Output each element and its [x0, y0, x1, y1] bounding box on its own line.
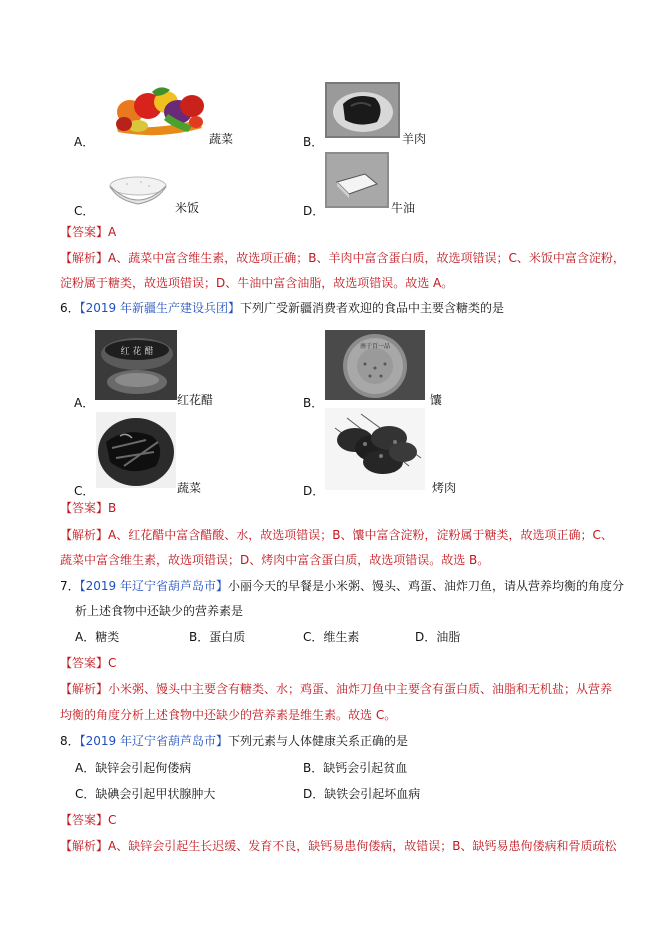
q8-analysis-line-1: 【解析】A、缺锌会引起生长迟缓、发育不良，缺钙易患佝偻病，故错误；B、缺钙易患佝偻病和骨质疏松 [60, 839, 617, 853]
option-a: A．缺锌会引起佝偻病 [75, 761, 192, 775]
question-number: 6． [60, 301, 80, 315]
q6-analysis-line-1: 【解析】A、红花醋中富含醋酸、水，故选项错误；B、馕中富含淀粉，淀粉属于糖类，故选项正确；C、 [60, 528, 613, 542]
question-number: 8． [60, 734, 80, 748]
option-d: D．油脂 [415, 630, 461, 644]
answer-tag: 【答案】 [60, 656, 109, 670]
question-source: 【2019 年辽宁省葫芦岛市】 [79, 579, 228, 593]
vegetables-image [108, 84, 208, 138]
question-text: 下列广受新疆消费者欢迎的食品中主要含糖类的是 [240, 301, 505, 315]
option-b: B．蛋白质 [189, 630, 246, 644]
q7-analysis-line-1: 【解析】小米粥、馒头中主要含有糖类、水；鸡蛋、油炸刀鱼中主要含有蛋白质、油脂和无机盐；从营养 [60, 682, 613, 696]
option-caption: 牛油 [391, 201, 416, 215]
safflower-vinegar-image [95, 330, 177, 400]
option-caption: 米饭 [175, 201, 200, 215]
option-letter: A． [74, 396, 95, 410]
analysis-tag: 【解析】 [60, 682, 109, 696]
vegetable-dish-image [96, 412, 176, 488]
option-b: B．缺钙会引起贫血 [303, 761, 408, 775]
vinegar-label-text: 红 花 醋 [120, 347, 154, 357]
option-caption: 蔬菜 [177, 481, 202, 495]
option-c: C．维生素 [303, 630, 360, 644]
option-letter: A． [74, 135, 95, 149]
question-source: 【2019 年辽宁省葫芦岛市】 [79, 734, 228, 748]
answer-tag: 【答案】 [60, 225, 109, 239]
q7-analysis-line-2: 均衡的角度分析上述食物中还缺少的营养素是维生素。故选 C。 [60, 708, 397, 722]
question-number: 7． [60, 579, 80, 593]
q7-answer [60, 656, 116, 670]
q6-analysis-line-2: 蔬菜中富含维生素，故选项错误；D、烤肉中富含蛋白质，故选项错误。故选 B。 [60, 553, 490, 567]
option-a: A．糖类 [75, 630, 120, 644]
analysis-tag: 【解析】 [60, 839, 109, 853]
option-letter: B． [303, 396, 324, 410]
answer-value: C [108, 813, 117, 827]
option-caption: 馕 [430, 393, 443, 407]
option-caption: 蔬菜 [209, 132, 234, 146]
q5-analysis-line-1: 【解析】A、蔬菜中富含维生素，故选项正确；B、羊肉中富含蛋白质，故选项错误；C、米饭中富含淀粉， [60, 251, 625, 265]
answer-value: C [108, 656, 117, 670]
option-letter: D． [303, 204, 325, 218]
kebab-image [325, 408, 425, 490]
q5-analysis-line-2: 淀粉属于糖类，故选项错误；D、牛油中富含油脂，故选项错误。故选 A。 [60, 276, 454, 290]
q5-answer [60, 225, 116, 239]
q7-stem-line-1 [60, 579, 624, 593]
question-text: 小丽今天的早餐是小米粥、馒头、鸡蛋、油炸刀鱼，请从营养均衡的角度分 [228, 579, 625, 593]
q6-answer [60, 501, 116, 515]
question-source: 【2019 年新疆生产建设兵团】 [79, 301, 240, 315]
answer-value: B [108, 501, 117, 515]
option-caption: 红花醋 [177, 393, 214, 407]
analysis-tag: 【解析】 [60, 251, 109, 265]
answer-tag: 【答案】 [60, 813, 109, 827]
option-letter: C． [74, 484, 95, 498]
option-letter: D． [303, 484, 325, 498]
option-letter: B． [303, 135, 324, 149]
rice-bowl-image [103, 174, 173, 208]
option-caption: 羊肉 [402, 132, 427, 146]
mutton-image [325, 82, 400, 138]
tallow-image [325, 152, 389, 208]
option-c: C．缺碘会引起甲状腺肿大 [75, 787, 216, 801]
naan-image [325, 330, 425, 400]
answer-value: A [108, 225, 117, 239]
q8-stem [60, 734, 408, 748]
option-d: D．缺铁会引起坏血病 [303, 787, 421, 801]
option-caption: 烤肉 [432, 481, 457, 495]
option-letter: C． [74, 204, 95, 218]
naan-stamp-text: 南于百一品 [359, 343, 391, 350]
answer-tag: 【答案】 [60, 501, 109, 515]
question-text: 下列元素与人体健康关系正确的是 [228, 734, 409, 748]
q8-answer [60, 813, 116, 827]
analysis-tag: 【解析】 [60, 528, 109, 542]
q6-stem [60, 301, 504, 315]
q7-stem-line-2: 析上述食物中还缺少的营养素是 [75, 604, 244, 618]
